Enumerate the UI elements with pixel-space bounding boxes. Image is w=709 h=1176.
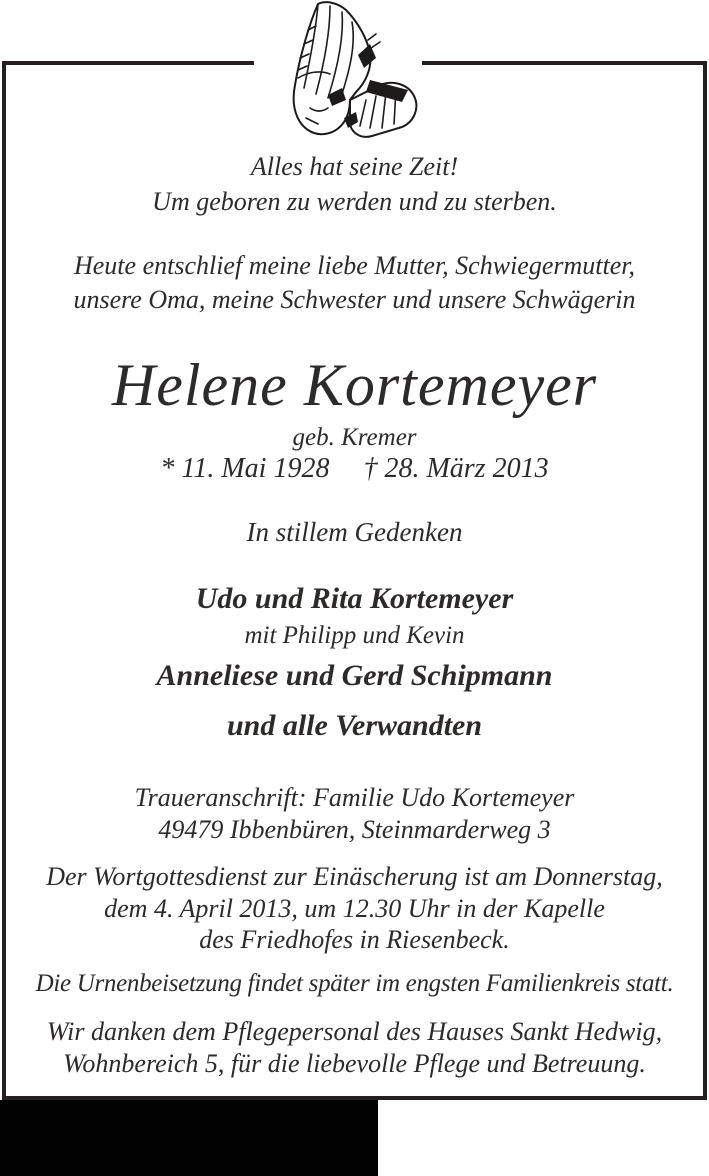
mourning-address-line-1: Traueranschrift: Familie Udo Kortemeyer	[134, 783, 575, 812]
service-info-line-2: dem 4. April 2013, um 12.30 Uhr in der Kapelle	[104, 894, 605, 923]
memorial-line: In stillem Gedenken	[246, 517, 463, 547]
urn-burial-notice: Die Urnenbeisetzung findet später im engsten Familienkreis statt.	[35, 970, 674, 997]
birth-date: * 11. Mai 1928	[160, 453, 330, 484]
service-info-line-1: Der Wortgottesdienst zur Einäscherung ist am Donnerstag,	[46, 862, 663, 891]
life-dates	[0, 452, 709, 486]
censor-block	[0, 1100, 378, 1176]
intro-line-2: unsere Oma, meine Schwester und unsere Schwägerin	[73, 285, 636, 314]
deceased-name: Helene Kortemeyer	[111, 352, 598, 418]
maiden-name: geb. Kremer	[292, 424, 417, 451]
praying-hands-icon	[256, 0, 422, 148]
mourning-address-line-2: 49479 Ibbenbüren, Steinmarderweg 3	[158, 815, 551, 844]
thanks-line-2: Wohnbereich 5, für die liebevolle Pflege und Betreuung.	[63, 1049, 646, 1078]
mourner-line-1: Udo und Rita Kortemeyer	[195, 582, 514, 615]
service-info-line-3: des Friedhofes in Riesenbeck.	[199, 925, 510, 954]
thanks-line-1: Wir danken dem Pflegepersonal des Hauses Sankt Hedwig,	[46, 1017, 663, 1046]
epigraph-line-2: Um geboren zu werden und zu sterben.	[152, 187, 557, 216]
mourner-line-3: Anneliese und Gerd Schipmann	[156, 659, 553, 692]
death-date: † 28. März 2013	[363, 453, 549, 484]
mourner-line-4: und alle Verwandten	[226, 709, 483, 742]
intro-line-1: Heute entschlief meine liebe Mutter, Schwiegermutter,	[73, 251, 635, 280]
epigraph-line-1: Alles hat seine Zeit!	[250, 152, 459, 181]
mourner-line-2: mit Philipp und Kevin	[244, 622, 465, 649]
